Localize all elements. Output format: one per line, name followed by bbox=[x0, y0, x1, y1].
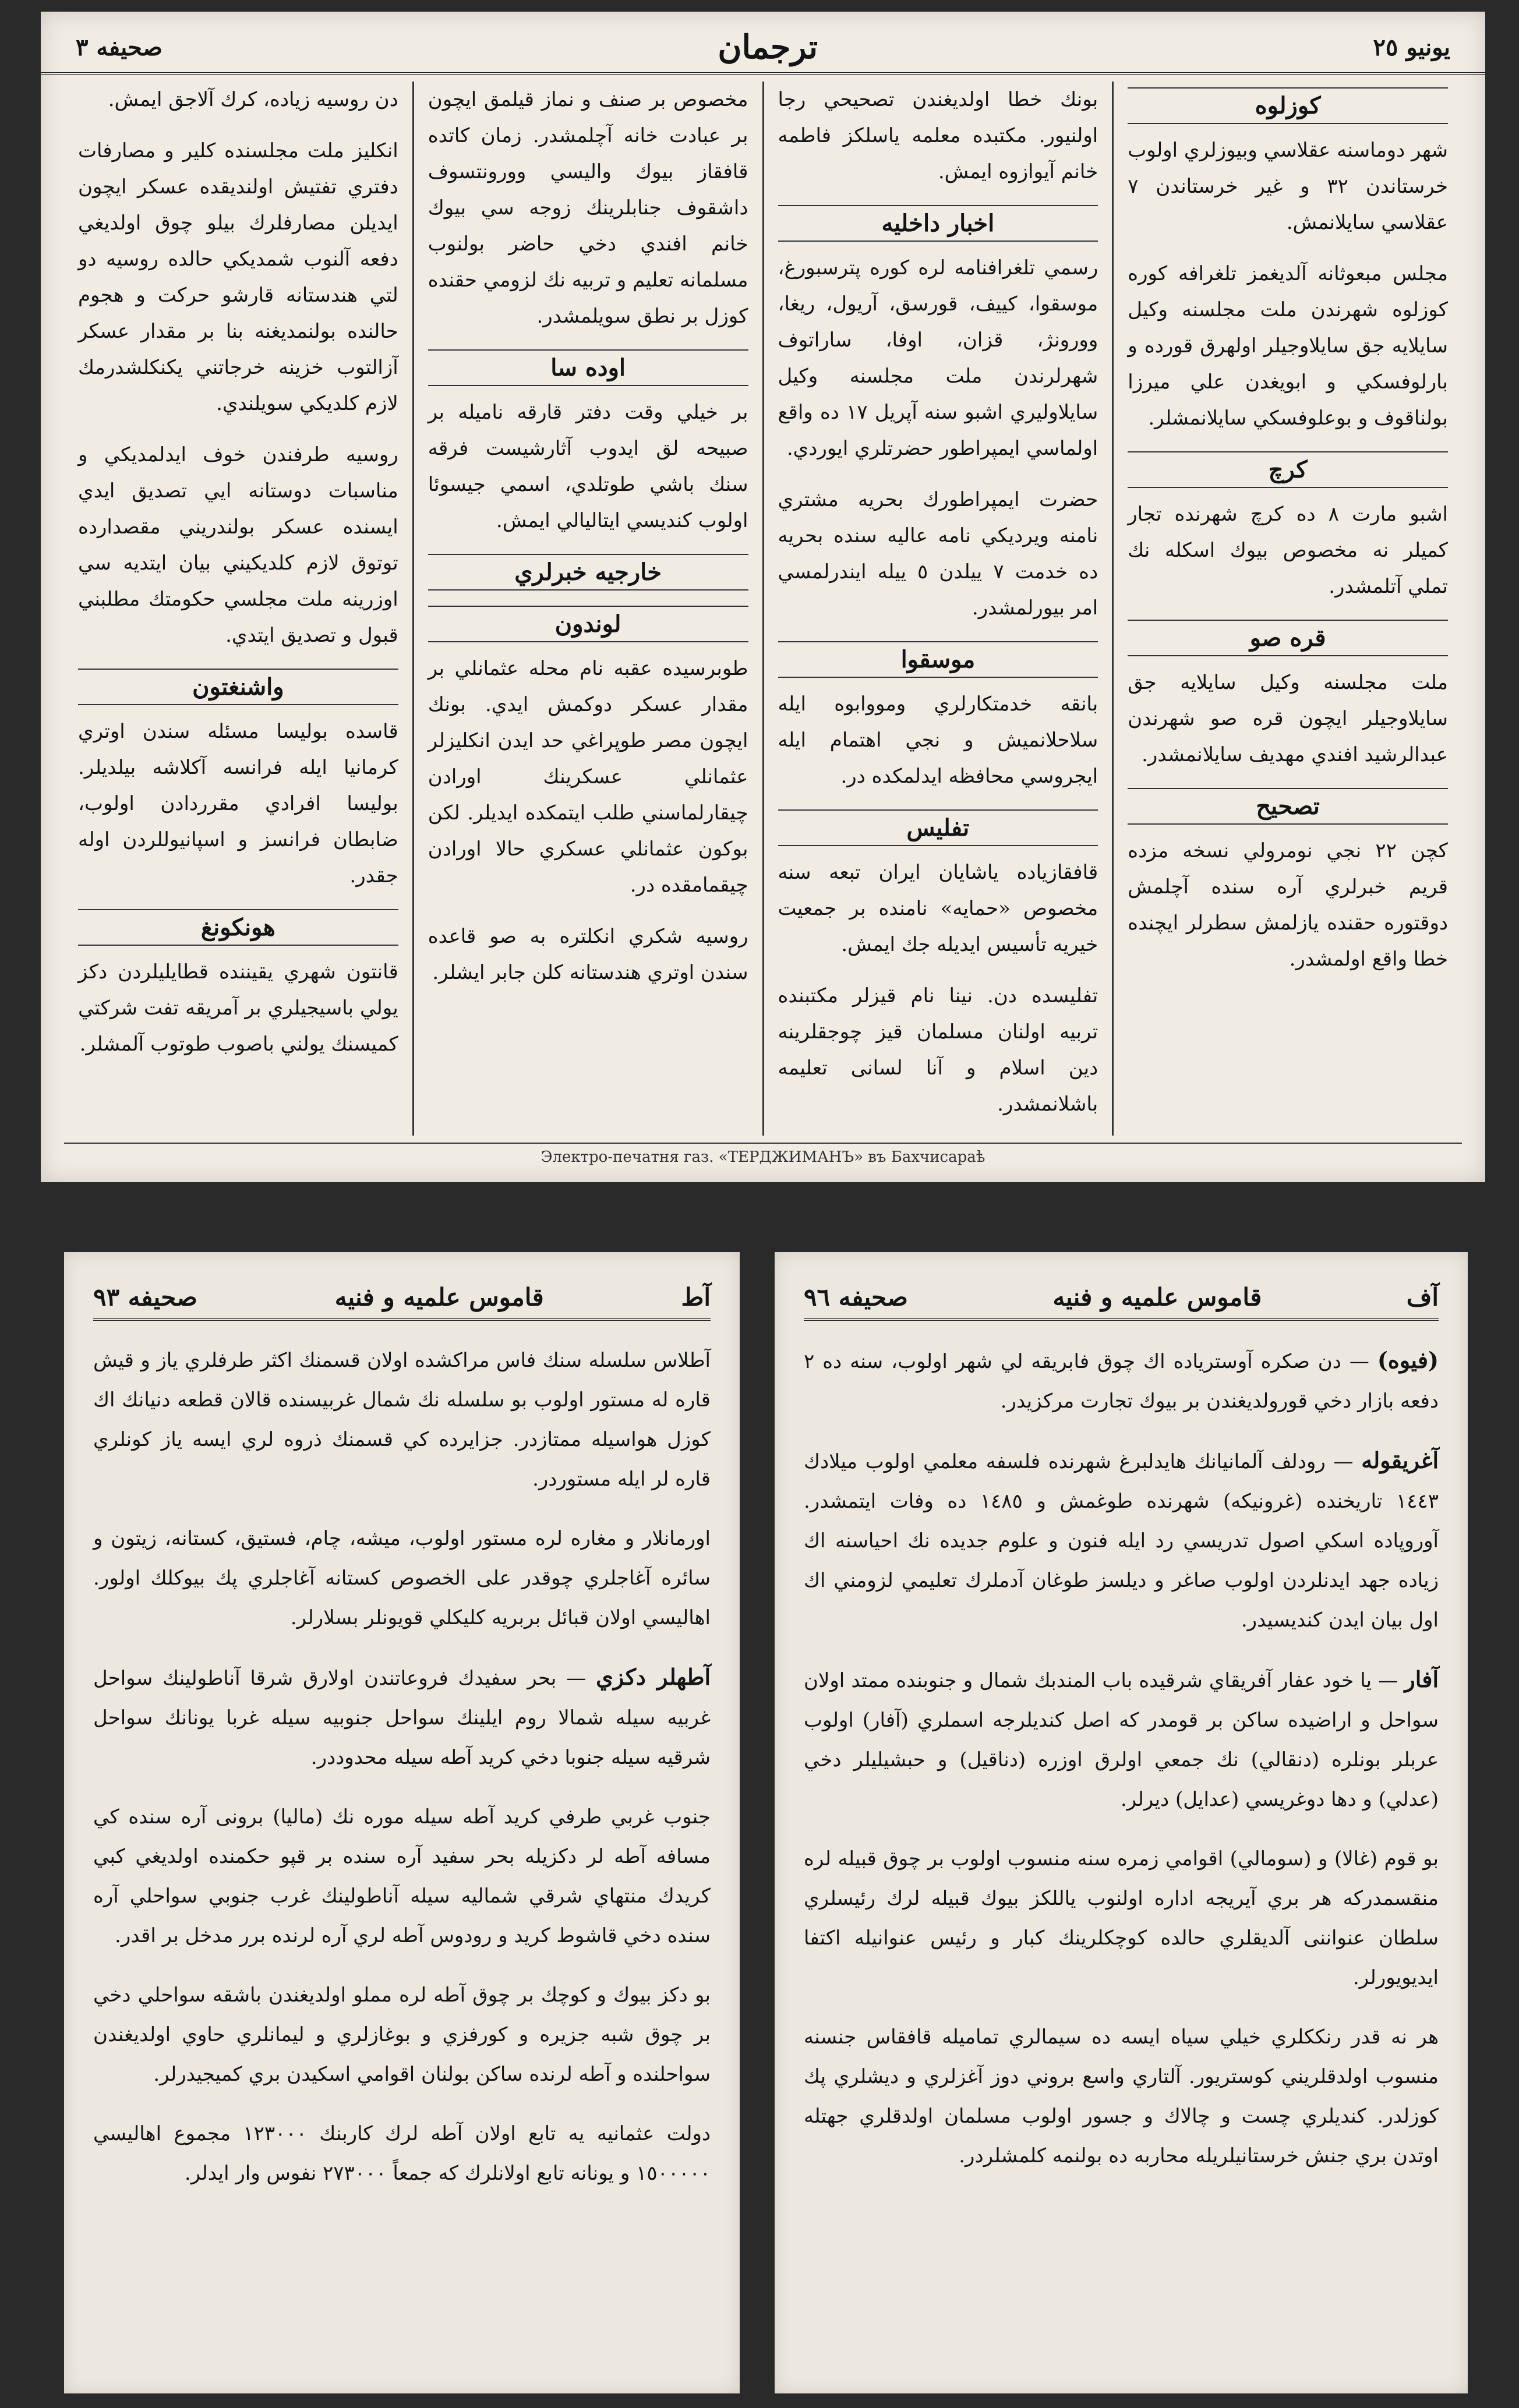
dictionary-entry: آغريقوله — رودلف آلمانيانك هايدلبرغ شهرنده فلسفه معلمي اولوب ميلادك ١٤٤٣ تاريخنده (غرونيكه) شهرنده طوغمش و ١٤٨٥ ده وفات ايتمشدر. آوروپاده اسكي اصول تدريسي رد ايله فنون و علوم جديده نك احياسنه اك زياده جهد ايدنلردن اولوب صاغر و ديلسز طوغان آدملرك تعليمي لزومني اك اول بيان ايدن كنديسيدر. bbox=[804, 1447, 1439, 1632]
news-article bbox=[778, 809, 1098, 963]
entry-text: دولت عثمانيه يه تابع اولان آطه لرك كاربنك ١٢٣٠٠٠ مجموع اهاليسي ١٥٠٠٠٠٠ و يونانه تابع اولانلرك كه جمعاً ٢٧٣٠٠٠ نفوس وار ايدلر. bbox=[93, 2122, 711, 2185]
news-column bbox=[762, 82, 1112, 1136]
entry-text: آطلاس سلسله سنك فاس مراكشده اولان قسمنك اكثر طرفلري ياز و قيش قاره له مستور اولوب بو سلسله نك شمال غربيسنده قالان قطعه دنيانك اك كوزل هواسيله ممتازدر. جزايرده كي قسمنك ذروه لري ايسه ياز كونلري قاره لر ايله مستوردر. bbox=[93, 1349, 711, 1491]
dictionary-header bbox=[804, 1275, 1439, 1321]
article-heading: تفليس bbox=[778, 809, 1098, 846]
entry-range-label: آط bbox=[681, 1282, 711, 1311]
article-text: رسمي تلغرافنامه لره كوره پترسبورغ، موسقوا، كييف، قورسق، آريول، ريغا، وورونژ، قزان، اوفا، ساراتوف شهرلرندن ملت مجلسنه وكيل سايلاوليري اشبو سنه آپريل ١٧ ده واقع اولماسي ايمپراطور حضرتلري ايوردي. bbox=[778, 256, 1098, 460]
news-article bbox=[428, 82, 748, 334]
entry-headword: آطهلر دكزي bbox=[596, 1664, 711, 1690]
news-article bbox=[428, 349, 748, 539]
article-heading: هونكونغ bbox=[78, 909, 398, 946]
article-text: روسيه طرفندن خوف ايدلمديكي و مناسبات دوستانه ايي تصديق ايدي ايسنده عسكر بولندريني مقصدارده توتوق لازم كلديكيني بيان ايتديه سي اوزرينه ملت مجلسي حكومتك مطلبني قبول و تصديق ايتدي. bbox=[78, 443, 398, 647]
entry-text: جنوب غربي طرفي كريد آطه سيله موره نك (ماليا) برونی آره سنده كي مسافه آطه لر دكزيله بحر سفيد آره سنده بر قپو حكمنده اولديغي كبي كريدك منتهاي شرقي شماليه سيله آناطولينك غرب جنوبي سواحلي آره سنده دخي قاشوط كريد و رودوس آطه لري آره لرنده برر مدخل بر اقدر. bbox=[93, 1805, 711, 1947]
article-text: روسيه شكري انكلتره به صو قاعده سندن اوتري هندستانه كلن جابر ايشلر. bbox=[428, 925, 748, 984]
news-article bbox=[1128, 451, 1448, 604]
entry-text: هر نه قدر رنككلري خيلي سياه ايسه ده سيمالري تماميله قافقاس جنسنه منسوب اولدقلريني كوستريور. آلتاري واسع بروني دوز آغزلري و ديشلري پك كوزلدر. كنديلري چست و چالاك و جسور اولوب مسلمان اولدقلري جهتله اوتدن بري جنش خرستانيلريله محاربه ده بولنمه كلمشلردر. bbox=[804, 2025, 1439, 2167]
printer-imprint: Электро-печатня газ. «ТЕРДЖИМАНЪ» въ Бахчисараѣ bbox=[64, 1143, 1462, 1171]
article-text: دن روسيه زياده، كرك آلاجق ايمش. bbox=[108, 88, 398, 111]
entry-text: يا خود عفار آفريقاي شرقيده باب المندبك شمال و جنوبنده ممتد اولان سواحل و اراضيده ساكن بر قومدر كه اصل كنديلرجه اسملري (آفار) اولوب عربلر بونلره (دنقالي) نك جمعي اولرق اوزره (دناقيل) و حبشيليلر دخي (عدلي) و دها دوغريسي (عدايل) ديرلر. bbox=[804, 1669, 1439, 1811]
article-heading: خارجيه خبرلري bbox=[428, 554, 748, 590]
page-number: صحيفه ٩٣ bbox=[93, 1282, 197, 1311]
dictionary-header bbox=[93, 1275, 711, 1321]
news-article bbox=[1128, 87, 1448, 241]
news-article bbox=[78, 909, 398, 1062]
dictionary-entry: آفار — يا خود عفار آفريقاي شرقيده باب المندبك شمال و جنوبنده ممتد اولان سواحل و اراضيده ساكن بر قومدر كه اصل كنديلرجه اسملري (آفار) اولوب عربلر بونلره (دنقالي) نك جمعي اولرق اوزره (دناقيل) و حبشيليلر دخي (عدلي) و دها دوغريسي (عدايل) ديرلر. bbox=[804, 1666, 1439, 1811]
dictionary-entry bbox=[804, 2017, 1439, 2176]
article-heading: كرچ bbox=[1128, 451, 1448, 488]
dictionary-entry bbox=[93, 2114, 711, 2193]
article-heading: قره صو bbox=[1128, 620, 1448, 656]
news-article bbox=[1128, 256, 1448, 436]
article-text: اشبو مارت ٨ ده كرچ شهرنده تجار كميلر نه مخصوص بيوك اسكله نك تملي آتلمشدر. bbox=[1128, 503, 1449, 598]
news-article bbox=[78, 133, 398, 422]
dictionary-body bbox=[804, 1341, 1439, 2176]
news-article bbox=[1128, 620, 1448, 773]
article-heading: اوده سا bbox=[428, 349, 748, 386]
news-article bbox=[778, 978, 1098, 1122]
news-article bbox=[428, 606, 748, 903]
newspaper-page bbox=[41, 12, 1485, 1182]
article-heading: اخبار داخليه bbox=[778, 205, 1098, 242]
news-article bbox=[78, 669, 398, 894]
page-number: صحيفه ٩٦ bbox=[804, 1282, 908, 1311]
entry-text: بحر سفيدك فروعاتندن اولارق شرقا آناطولينك سواحل غربيه سيله شمالا روم ايلينك سواحل جنوبيه سيله غربا يونانك سواحل شرقيه سيله جنوبا دخي كريد آطه سيله محدوددر. bbox=[93, 1667, 711, 1769]
entry-text: دن صكره آوسترياده اك چوق فابريقه لي شهر اولوب، سنه ده ٢ دفعه بازار دخي قورولديغندن بر بيوك تجارت مركزيدر. bbox=[804, 1350, 1439, 1413]
article-heading: لوندون bbox=[428, 606, 748, 642]
news-column bbox=[64, 82, 412, 1136]
news-column bbox=[1112, 82, 1462, 1136]
page-number: صحيفه ٣ bbox=[76, 33, 163, 61]
article-text: قانتون شهري يقيننده قطايليلردن دكز يولي باسيجيلري بر آمريقه تفت شركتي كميسنك يولني باصوب طوتوب آلمشلر. bbox=[78, 960, 398, 1056]
issue-date: يونيو ٢٥ bbox=[1373, 33, 1450, 61]
article-text: قافقازياده ياشايان ايران تبعه سنه مخصوص «حمايه» نامنده بر جمعيت خيريه تأسيس ايديله جك ايمش. bbox=[778, 861, 1098, 956]
dictionary-page-93 bbox=[64, 1252, 740, 2393]
entry-text: اورمانلار و مغاره لره مستور اولوب، ميشه، چام، فستيق، كستانه، زيتون و سائره آغاجلري چوقدر على الخصوص كستانه آغاجلري پك بيوكلك اولور. اهاليسي اولان قبائل بربريه كليكلي قويونلر بسلارلر. bbox=[93, 1527, 711, 1629]
news-article bbox=[778, 82, 1098, 190]
dictionary-entry: (فيوه) — دن صكره آوسترياده اك چوق فابريقه لي شهر اولوب، سنه ده ٢ دفعه بازار دخي قورولديغندن بر بيوك تجارت مركزيدر. bbox=[804, 1347, 1439, 1413]
dictionary-title: قاموس علميه و فنيه bbox=[334, 1282, 544, 1311]
article-text: بانقه خدمتكارلري ومووابوه ايله سلاحلانميش و نجي اهتمام ايله ايجروسي محافظه ايدلمكده در. bbox=[778, 692, 1098, 788]
entry-headword: آغريقوله bbox=[1361, 1447, 1439, 1473]
masthead-title: ترجمان bbox=[718, 28, 818, 66]
dictionary-entry bbox=[804, 1839, 1439, 1997]
article-text: انكليز ملت مجلسنده كلير و مصارفات دفتري تفتيش اولنديقده عسكر ايچون ايديلن مصارفلرك بيلو چوق اولديغي دفعه آلنوب شمديكي حالده روسيه دو لتي هندستانه قارشو حركت و هجوم حالنده بولنمديغنه بنا بر مقدار عسكر آزالتوب خزينه خرجاتني يكنكلشدرمك لازم كلديكي سويلندي. bbox=[78, 139, 398, 415]
entry-headword: (فيوه) bbox=[1377, 1347, 1439, 1373]
article-text: قاسده بوليسا مسئله سندن اوتري كرمانيا ايله فرانسه آكلاشه بيلديلر. بوليسا افرادي مقرردادن اولوب، ضابطان فرانسز و اسپانيوللردن اوله جقدر. bbox=[78, 720, 398, 887]
news-article bbox=[78, 437, 398, 653]
article-heading: موسقوا bbox=[778, 641, 1098, 678]
news-column bbox=[412, 82, 762, 1136]
article-text: مجلس مبعوثانه آلدیغمز تلغرافه كوره كوزلوه شهرندن ملت مجلسنه وكيل سايلايه جق سايلاوجيلر اولهرق قورده و بارلوفسكي و ابويغدن علي ميرزا بولناقوف و بوعلوفسكي سايلانمشلر. bbox=[1128, 262, 1448, 430]
entry-headword: آفار bbox=[1404, 1666, 1439, 1692]
news-article bbox=[778, 641, 1098, 794]
newspaper-columns bbox=[64, 82, 1462, 1136]
article-text: طوبرسيده عقبه نام محله عثمانلي بر مقدار عسكر دوكمش ايدي. بونك ايچون مصر طوپراغي حد ايدن انكليزلر عثمانلي عسكرينك اورادن چيقارلماسني طلب ايتمكده ايديلر. لكن بوكون عثمانلي عسكري حالا اورادن چيقمامقده در. bbox=[428, 657, 748, 897]
news-article bbox=[428, 554, 748, 590]
news-article bbox=[778, 482, 1098, 626]
news-article bbox=[1128, 788, 1448, 977]
article-text: تفليسده دن. نينا نام قيزلر مكتبنده تربيه اولنان مسلمان قيز چوجقلرينه دين اسلام و آنا لسانی تعليمه باشلانمشدر. bbox=[778, 984, 1098, 1116]
dictionary-entry bbox=[93, 1975, 711, 2094]
dictionary-entry: آطهلر دكزي — بحر سفيدك فروعاتندن اولارق شرقا آناطولينك سواحل غربيه سيله شمالا روم ايلينك سواحل جنوبيه سيله غربا يونانك سواحل شرقيه سيله جنوبا دخي كريد آطه سيله محدوددر. bbox=[93, 1664, 711, 1769]
dictionary-entry bbox=[93, 1341, 711, 1499]
news-article bbox=[78, 82, 398, 118]
article-text: كچن ٢٢ نجي نومرولي نسخه مزده قريم خبرلري آره سنده آچلمش دوقتوره حقنده يازلمش سطرلر ايچنده خطا واقع اولمشدر. bbox=[1128, 839, 1448, 971]
dictionary-page-96 bbox=[775, 1252, 1468, 2393]
news-article bbox=[428, 918, 748, 991]
dictionary-entry bbox=[93, 1797, 711, 1956]
dictionary-body bbox=[93, 1341, 711, 2193]
dictionary-title: قاموس علميه و فنيه bbox=[1052, 1282, 1262, 1311]
entry-text: رودلف آلمانيانك هايدلبرغ شهرنده فلسفه معلمي اولوب ميلادك ١٤٤٣ تاريخنده (غرونيكه) شهرنده طوغمش و ١٤٨٥ ده وفات ايتمشدر. آوروپاده اسكي اصول تدريسي رد ايله فنون و علوم جديده نك احياسنه اك زياده جهد ايدنلردن اولوب صاغر و ديلسز طوغان آدملرك تعليمي لزومني اك اول بيان ايدن كنديسيدر. bbox=[804, 1450, 1439, 1632]
article-heading: تصحيح bbox=[1128, 788, 1448, 825]
article-heading: كوزلوه bbox=[1128, 87, 1448, 124]
news-article bbox=[778, 205, 1098, 466]
article-text: مخصوص بر صنف و نماز قيلمق ايچون بر عبادت خانه آچلمشدر. زمان كاتده قافقاز بيوك واليسي وورونتسوف داشقوف جنابلرينك زوجه سي بيوك خانم افندي دخي حاضر بولنوب مسلمانه تعليم و تربيه نك لزومي حقنده كوزل بر نطق سويلمشدر. bbox=[428, 88, 748, 328]
article-text: بر خيلي وقت دفتر قارقه ناميله بر صبيحه لق ايدوب آثارشيست فرقه سنك باشي طوتلدي، اسمي جيسوئا اولوب كنديسي ايتاليالي ايمش. bbox=[428, 401, 748, 532]
article-text: ملت مجلسنه وكيل سايلايه جق سايلاوجيلر ايچون قره صو شهرندن عبدالرشيد افندي مهديف سايلانمشدر. bbox=[1128, 671, 1448, 766]
article-text: بونك خطا اولدیغندن تصحيحي رجا اولنيور. مكتبده معلمه ياسلكز فاطمه خانم آيوازوه ايمش. bbox=[778, 88, 1098, 183]
entry-text: بو قوم (غالا) و (سومالي) اقوامي زمره سنه منسوب اولوب بر چوق قبيله لره منقسمدركه هر بري آيريجه اداره اولنوب ياللكز بيوك قبيله لرك رئيسلري سلطان عنواننی آلديقلري حالده كوچكلرينك كبار و رئيس عنوانيله اكتفا ايديويورلر. bbox=[804, 1847, 1439, 1989]
newspaper-header bbox=[41, 22, 1485, 75]
dictionary-entry bbox=[93, 1519, 711, 1638]
entry-text: بو دكز بيوك و كوچك بر چوق آطه لره مملو اولديغندن باشقه سواحلي دخي بر چوق شبه جزيره و كورفزي و بوغازلري و ليمانلري حاوي اولديغندن سواحلنده و آطه لرنده ساكن بولنان اقوامي اسكيدن بري كميجيدرلر. bbox=[93, 1983, 711, 2086]
article-text: حضرت ايمپراطورك بحريه مشتري نامنه ويرديكي نامه عاليه سنده بحريه ده خدمت ٧ ييلدن ٥ ييله ايندرلمسي امر بيورلمشدر. bbox=[778, 488, 1098, 620]
article-text: شهر دوماسنه عقلاسي وبيوزلري اولوب خرستاندن ٣٢ و غير خرستاندن ٧ عقلاسي سايلانمش. bbox=[1128, 139, 1448, 234]
entry-range-label: آف bbox=[1406, 1282, 1439, 1311]
article-heading: واشنغتون bbox=[78, 669, 398, 705]
